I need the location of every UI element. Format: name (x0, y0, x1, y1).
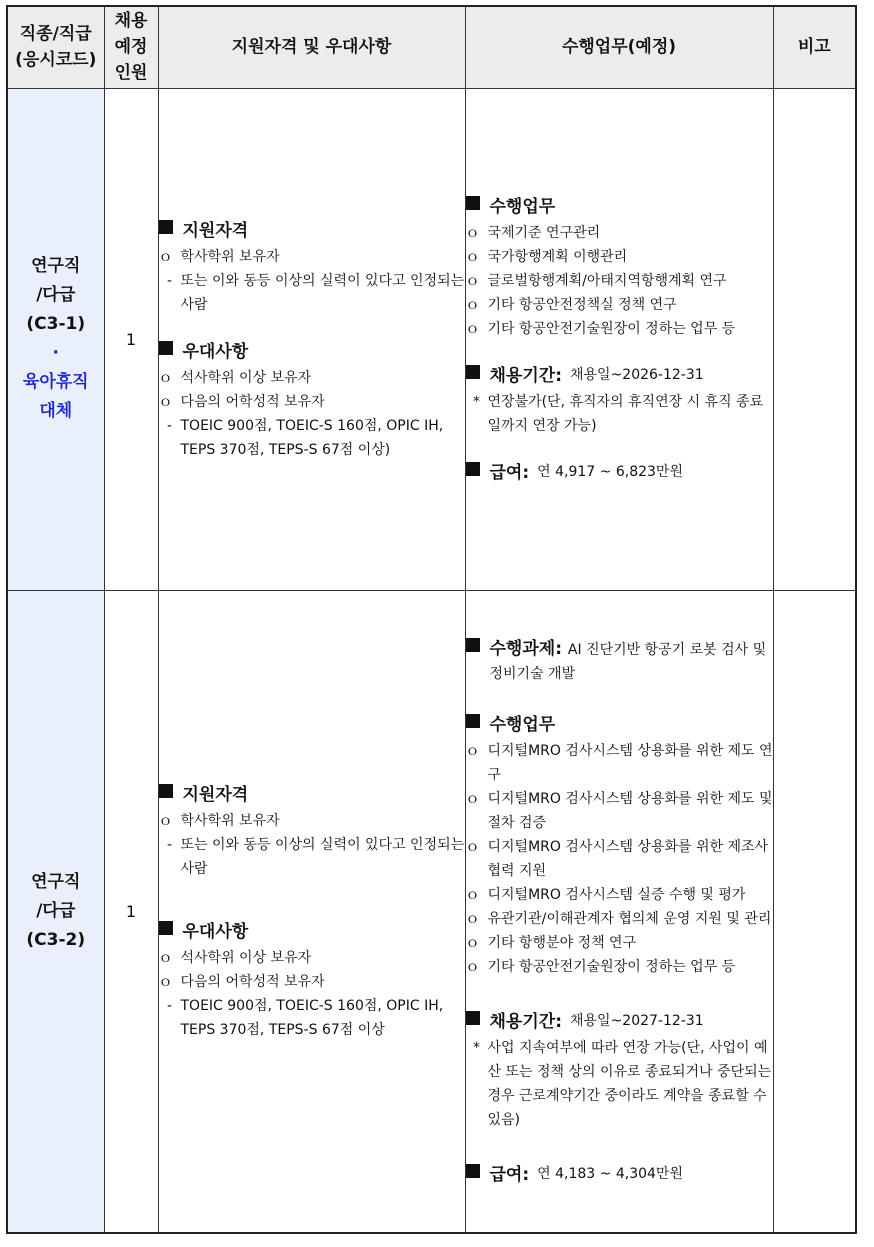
list-item-text: 유관기관/이해관계자 협의체 운영 지원 및 관리 (487, 910, 772, 927)
circle-bullet-icon: ｏ (465, 742, 480, 759)
salary-value: 연 4,917 ~ 6,823만원 (537, 463, 683, 480)
salary-heading (466, 1160, 773, 1185)
duties-heading (466, 710, 773, 735)
dash-bullet-icon: - (166, 273, 173, 289)
circle-bullet-icon: ｏ (465, 910, 480, 927)
list-item (466, 269, 773, 293)
list-item (466, 245, 773, 269)
list-item-text: 국제기준 연구관리 (487, 224, 601, 241)
square-bullet-icon (159, 341, 173, 355)
headcount-cell: 1 (104, 88, 158, 590)
asterisk-icon: * (473, 1039, 480, 1056)
header-count: 채용 예정 인원 (104, 6, 158, 88)
qualification-title: 지원자격 (182, 785, 249, 806)
dash-bullet-icon: - (166, 998, 173, 1015)
list-item (159, 970, 465, 994)
header-row (7, 6, 856, 88)
table-row (7, 590, 856, 1233)
sub-item (159, 269, 465, 317)
position-note-line1: 육아휴직 (22, 372, 89, 392)
circle-bullet-icon: ｏ (465, 790, 480, 807)
position-grade: /다급 (36, 285, 76, 305)
dash-bullet-icon: - (166, 418, 173, 434)
period-title: 채용기간: (489, 1011, 562, 1032)
list-item (466, 931, 773, 955)
position-title: 연구직 (31, 256, 81, 276)
list-item (466, 835, 773, 883)
circle-bullet-icon: ｏ (158, 974, 173, 991)
list-item-text: 기타 항공안전기술원장이 정하는 업무 등 (487, 958, 736, 975)
circle-bullet-icon: ｏ (158, 950, 173, 967)
list-item-text: 디지털MRO 검사시스템 상용화를 위한 제조사 협력 지원 (487, 838, 769, 879)
square-bullet-icon (159, 921, 173, 935)
task-heading (466, 634, 773, 686)
period-note (466, 1036, 773, 1132)
position-grade: /다급 (36, 900, 76, 921)
preference-heading (159, 917, 465, 942)
circle-bullet-icon: ｏ (465, 224, 480, 241)
sub-item (159, 414, 465, 462)
circle-bullet-icon: ｏ (465, 248, 480, 265)
list-item (466, 907, 773, 931)
duties-title: 수행업무 (489, 196, 556, 217)
list-item-text: 디지털MRO 검사시스템 상용화를 위한 제도 및 절차 검증 (487, 790, 773, 831)
task-value: AI 진단기반 항공기 로봇 검사 및 정비기술 개발 (489, 641, 767, 682)
position-dot: · (52, 343, 59, 363)
circle-bullet-icon: ｏ (158, 813, 173, 830)
period-note (466, 390, 773, 438)
preference-heading (159, 337, 465, 362)
list-item-text: 다음의 어학성적 보유자 (180, 974, 325, 991)
duties-cell (465, 590, 773, 1233)
list-item-text: 다음의 어학성적 보유자 (180, 394, 325, 410)
list-item (466, 221, 773, 245)
recruitment-table (6, 5, 857, 1234)
circle-bullet-icon: ｏ (465, 838, 480, 855)
duties-heading (466, 192, 773, 217)
sub-item-text: 또는 이와 동등 이상의 실력이 있다고 인정되는 사람 (180, 837, 465, 878)
list-item-text: 기타 항공안전정책실 정책 연구 (487, 296, 677, 313)
list-item (466, 955, 773, 979)
sub-item (159, 833, 465, 881)
salary-value: 연 4,183 ~ 4,304만원 (537, 1165, 683, 1182)
circle-bullet-icon: ｏ (465, 886, 480, 903)
period-value: 채용일~2027-12-31 (570, 1012, 704, 1029)
position-cell (7, 590, 104, 1233)
position-note-line2: 대체 (39, 401, 73, 421)
position-title: 연구직 (31, 871, 81, 892)
period-note-text: 연장불가(단, 휴직자의 휴직연장 시 휴직 종료일까지 연장 가능) (487, 393, 764, 434)
list-item (466, 739, 773, 787)
position-cell (7, 88, 104, 590)
list-item (466, 293, 773, 317)
square-bullet-icon (159, 220, 173, 234)
period-value: 채용일~2026-12-31 (570, 366, 704, 383)
duties-cell (465, 88, 773, 590)
qualification-cell (158, 590, 465, 1233)
circle-bullet-icon: ｏ (158, 249, 173, 265)
salary-title: 급여: (489, 1164, 530, 1185)
list-item-text: 학사학위 보유자 (180, 249, 280, 265)
circle-bullet-icon: ｏ (465, 934, 480, 951)
list-item-text: 학사학위 보유자 (180, 813, 280, 830)
period-heading (466, 1007, 773, 1032)
sub-item-text: 또는 이와 동등 이상의 실력이 있다고 인정되는 사람 (180, 273, 465, 313)
qualification-title: 지원자격 (182, 221, 249, 241)
position-code: (C3-2) (26, 929, 86, 950)
header-qualification: 지원자격 및 우대사항 (158, 6, 465, 88)
task-title: 수행과제: (489, 638, 562, 659)
sub-item-text: TOEIC 900점, TOEIC-S 160점, OPIC IH, TEPS 370점, TEPS-S 67점 이상 (180, 998, 444, 1039)
list-item-text: 글로벌항행계획/아태지역항행계획 연구 (487, 272, 727, 289)
circle-bullet-icon: ｏ (158, 370, 173, 386)
square-bullet-icon (466, 714, 480, 728)
list-item (466, 787, 773, 835)
list-item-text: 국가항행계획 이행관리 (487, 248, 628, 265)
qualification-heading (159, 216, 465, 241)
qualification-heading (159, 780, 465, 805)
sub-item (159, 994, 465, 1042)
list-item-text: 기타 항행분야 정책 연구 (487, 934, 637, 951)
square-bullet-icon (466, 638, 480, 652)
qualification-cell (158, 88, 465, 590)
square-bullet-icon (159, 784, 173, 798)
circle-bullet-icon: ｏ (158, 394, 173, 410)
list-item (159, 946, 465, 970)
header-duties: 수행업무(예정) (465, 6, 773, 88)
asterisk-icon: * (473, 393, 480, 410)
duties-title: 수행업무 (489, 714, 556, 735)
headcount-cell: 1 (104, 590, 158, 1233)
list-item-text: 석사학위 이상 보유자 (180, 370, 312, 386)
list-item (466, 883, 773, 907)
sub-item-text: TOEIC 900점, TOEIC-S 160점, OPIC IH, TEPS 370점, TEPS-S 67점 이상) (180, 418, 444, 458)
preference-title: 우대사항 (182, 342, 249, 362)
circle-bullet-icon: ｏ (465, 320, 480, 337)
salary-heading (466, 458, 773, 483)
remarks-cell (773, 590, 856, 1233)
period-heading (466, 361, 773, 386)
list-item-text: 디지털MRO 검사시스템 실증 수행 및 평가 (487, 886, 746, 903)
circle-bullet-icon: ｏ (465, 958, 480, 975)
list-item (466, 317, 773, 341)
square-bullet-icon (466, 365, 480, 379)
preference-title: 우대사항 (182, 922, 249, 943)
square-bullet-icon (466, 1164, 480, 1178)
header-remarks: 비고 (773, 6, 856, 88)
list-item (159, 390, 465, 414)
list-item (159, 245, 465, 269)
dash-bullet-icon: - (166, 837, 173, 854)
salary-title: 급여: (489, 462, 530, 483)
table-row (7, 88, 856, 590)
header-position: 직종/직급 (응시코드) (7, 6, 104, 88)
period-note-text: 사업 지속여부에 따라 연장 가능(단, 사업이 예산 또는 정책 상의 이유로 종료되거나 중단되는 경우 근로계약기간 중이라도 계약을 종료할 수 있음) (487, 1039, 772, 1128)
list-item (159, 366, 465, 390)
period-title: 채용기간: (489, 365, 562, 386)
square-bullet-icon (466, 1011, 480, 1025)
circle-bullet-icon: ｏ (465, 272, 480, 289)
square-bullet-icon (466, 462, 480, 476)
position-code: (C3-1) (26, 314, 86, 334)
circle-bullet-icon: ｏ (465, 296, 480, 313)
list-item (159, 809, 465, 833)
list-item-text: 디지털MRO 검사시스템 상용화를 위한 제도 연구 (487, 742, 773, 783)
list-item-text: 석사학위 이상 보유자 (180, 950, 312, 967)
list-item-text: 기타 항공안전기술원장이 정하는 업무 등 (487, 320, 736, 337)
square-bullet-icon (466, 196, 480, 210)
remarks-cell (773, 88, 856, 590)
